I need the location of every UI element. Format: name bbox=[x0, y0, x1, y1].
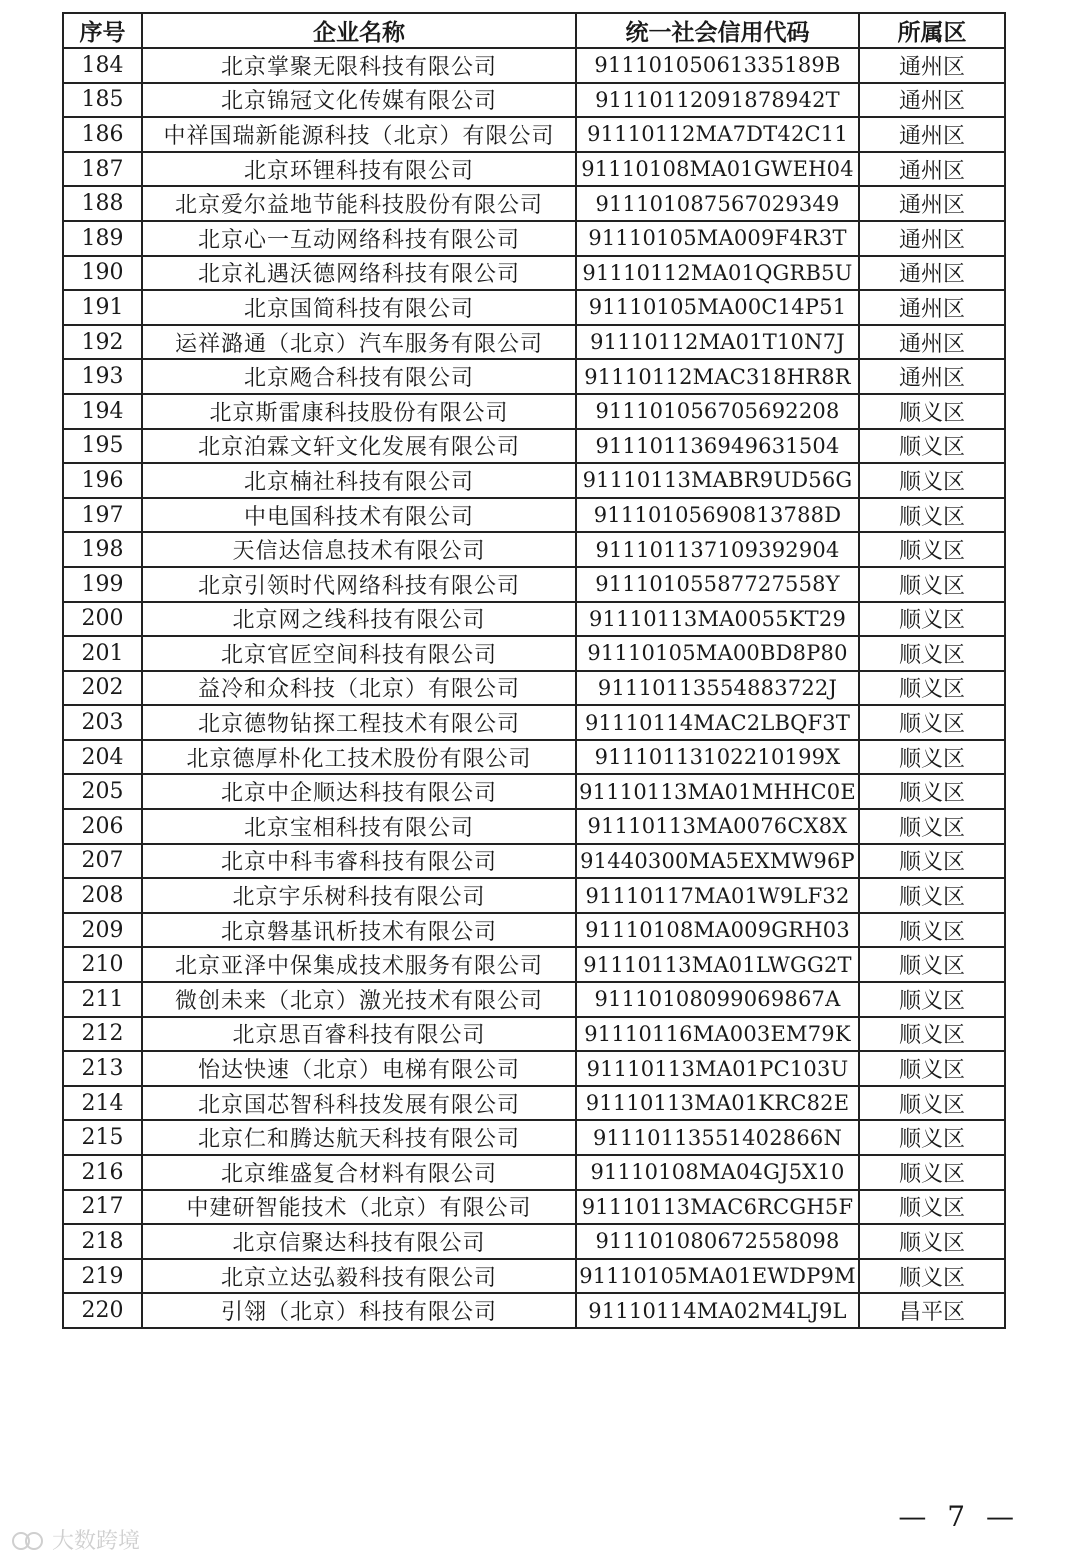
cell-district: 顺义区 bbox=[859, 809, 1005, 844]
cell-company-name: 北京仁和腾达航天科技有限公司 bbox=[142, 1120, 576, 1155]
cell-credit-code: 91110105061335189B bbox=[576, 48, 859, 83]
table-row bbox=[63, 498, 1005, 533]
cell-credit-code: 91110113102210199X bbox=[576, 740, 859, 775]
cell-district: 顺义区 bbox=[859, 1190, 1005, 1225]
cell-company-name: 中电国科技术有限公司 bbox=[142, 498, 576, 533]
cell-seq: 185 bbox=[63, 83, 142, 118]
cell-seq: 189 bbox=[63, 221, 142, 256]
cell-credit-code: 91110105MA00C14P51 bbox=[576, 290, 859, 325]
cell-credit-code: 91110113MA0055KT29 bbox=[576, 602, 859, 637]
cell-company-name: 北京楠社科技有限公司 bbox=[142, 463, 576, 498]
cell-company-name: 北京宇乐树科技有限公司 bbox=[142, 878, 576, 913]
header-credit-code: 统一社会信用代码 bbox=[576, 13, 859, 48]
table-row bbox=[63, 809, 1005, 844]
cell-credit-code: 91110113MA0076CX8X bbox=[576, 809, 859, 844]
cell-seq: 204 bbox=[63, 740, 142, 775]
cell-credit-code: 91110113MA01PC103U bbox=[576, 1051, 859, 1086]
cell-seq: 200 bbox=[63, 602, 142, 637]
cell-credit-code: 911101136949631504 bbox=[576, 429, 859, 464]
cell-district: 顺义区 bbox=[859, 982, 1005, 1017]
cell-district: 顺义区 bbox=[859, 1259, 1005, 1294]
cell-district: 顺义区 bbox=[859, 671, 1005, 706]
cell-seq: 209 bbox=[63, 913, 142, 948]
cell-district: 顺义区 bbox=[859, 1086, 1005, 1121]
cell-seq: 215 bbox=[63, 1120, 142, 1155]
cell-company-name: 北京飏合科技有限公司 bbox=[142, 359, 576, 394]
cell-credit-code: 911101087567029349 bbox=[576, 186, 859, 221]
table-row bbox=[63, 1293, 1005, 1328]
table-row bbox=[63, 740, 1005, 775]
header-seq: 序号 bbox=[63, 13, 142, 48]
cell-seq: 201 bbox=[63, 636, 142, 671]
cell-seq: 198 bbox=[63, 532, 142, 567]
cell-company-name: 微创未来（北京）激光技术有限公司 bbox=[142, 982, 576, 1017]
cell-credit-code: 91110112MA01T10N7J bbox=[576, 325, 859, 360]
cell-seq: 218 bbox=[63, 1224, 142, 1259]
cell-credit-code: 91110112MA01QGRB5U bbox=[576, 256, 859, 291]
cell-district: 通州区 bbox=[859, 186, 1005, 221]
cell-credit-code: 91110112MA7DT42C11 bbox=[576, 117, 859, 152]
table-row bbox=[63, 602, 1005, 637]
cell-district: 通州区 bbox=[859, 256, 1005, 291]
table-row bbox=[63, 913, 1005, 948]
cell-company-name: 北京掌聚无限科技有限公司 bbox=[142, 48, 576, 83]
cell-district: 通州区 bbox=[859, 48, 1005, 83]
table-row bbox=[63, 83, 1005, 118]
table-row bbox=[63, 1051, 1005, 1086]
cell-company-name: 北京宝相科技有限公司 bbox=[142, 809, 576, 844]
cell-company-name: 北京德厚朴化工技术股份有限公司 bbox=[142, 740, 576, 775]
table-row bbox=[63, 463, 1005, 498]
cell-district: 顺义区 bbox=[859, 740, 1005, 775]
header-company-name: 企业名称 bbox=[142, 13, 576, 48]
cell-credit-code: 91110108099069867A bbox=[576, 982, 859, 1017]
table-row bbox=[63, 117, 1005, 152]
cell-district: 通州区 bbox=[859, 152, 1005, 187]
cell-company-name: 北京心一互动网络科技有限公司 bbox=[142, 221, 576, 256]
cell-company-name: 北京中科韦睿科技有限公司 bbox=[142, 844, 576, 879]
table-row bbox=[63, 878, 1005, 913]
cell-credit-code: 91110117MA01W9LF32 bbox=[576, 878, 859, 913]
cell-district: 通州区 bbox=[859, 359, 1005, 394]
cell-district: 顺义区 bbox=[859, 878, 1005, 913]
company-list-sheet bbox=[62, 12, 1006, 1329]
cell-company-name: 中建研智能技术（北京）有限公司 bbox=[142, 1190, 576, 1225]
cell-company-name: 北京网之线科技有限公司 bbox=[142, 602, 576, 637]
cell-credit-code: 91110116MA003EM79K bbox=[576, 1017, 859, 1052]
cell-seq: 213 bbox=[63, 1051, 142, 1086]
table-row bbox=[63, 636, 1005, 671]
cell-credit-code: 91110113MA01LWGG2T bbox=[576, 947, 859, 982]
cell-district: 顺义区 bbox=[859, 1224, 1005, 1259]
table-row bbox=[63, 429, 1005, 464]
cell-district: 顺义区 bbox=[859, 844, 1005, 879]
cell-seq: 187 bbox=[63, 152, 142, 187]
cell-seq: 199 bbox=[63, 567, 142, 602]
cell-company-name: 中祥国瑞新能源科技（北京）有限公司 bbox=[142, 117, 576, 152]
cell-district: 通州区 bbox=[859, 325, 1005, 360]
cell-seq: 188 bbox=[63, 186, 142, 221]
table-row bbox=[63, 1190, 1005, 1225]
table-row bbox=[63, 532, 1005, 567]
table-row bbox=[63, 1086, 1005, 1121]
cell-company-name: 北京思百睿科技有限公司 bbox=[142, 1017, 576, 1052]
cell-district: 顺义区 bbox=[859, 394, 1005, 429]
cell-seq: 211 bbox=[63, 982, 142, 1017]
cell-company-name: 北京信聚达科技有限公司 bbox=[142, 1224, 576, 1259]
cell-seq: 214 bbox=[63, 1086, 142, 1121]
cell-credit-code: 91110108MA009GRH03 bbox=[576, 913, 859, 948]
cell-seq: 217 bbox=[63, 1190, 142, 1225]
cell-seq: 203 bbox=[63, 705, 142, 740]
cell-district: 通州区 bbox=[859, 221, 1005, 256]
watermark-text: 大数跨境 bbox=[52, 1529, 141, 1554]
cell-company-name: 北京泊霖文轩文化发展有限公司 bbox=[142, 429, 576, 464]
cell-district: 顺义区 bbox=[859, 602, 1005, 637]
cell-credit-code: 91110113551402866N bbox=[576, 1120, 859, 1155]
table-body bbox=[63, 48, 1005, 1328]
table-row bbox=[63, 1155, 1005, 1190]
cell-company-name: 北京中企顺达科技有限公司 bbox=[142, 774, 576, 809]
cell-credit-code: 911101137109392904 bbox=[576, 532, 859, 567]
infinity-logo-icon bbox=[12, 1529, 46, 1551]
cell-company-name: 北京亚泽中保集成技术服务有限公司 bbox=[142, 947, 576, 982]
table-row bbox=[63, 774, 1005, 809]
company-table bbox=[62, 12, 1006, 1329]
cell-company-name: 运祥潞通（北京）汽车服务有限公司 bbox=[142, 325, 576, 360]
cell-credit-code: 91440300MA5EXMW96P bbox=[576, 844, 859, 879]
cell-credit-code: 91110108MA04GJ5X10 bbox=[576, 1155, 859, 1190]
cell-company-name: 北京维盛复合材料有限公司 bbox=[142, 1155, 576, 1190]
cell-district: 顺义区 bbox=[859, 705, 1005, 740]
cell-credit-code: 91110112MAC318HR8R bbox=[576, 359, 859, 394]
table-row bbox=[63, 982, 1005, 1017]
cell-seq: 186 bbox=[63, 117, 142, 152]
cell-credit-code: 911101080672558098 bbox=[576, 1224, 859, 1259]
cell-seq: 191 bbox=[63, 290, 142, 325]
cell-company-name: 北京磐基讯析技术有限公司 bbox=[142, 913, 576, 948]
cell-seq: 194 bbox=[63, 394, 142, 429]
cell-company-name: 北京德物钻探工程技术有限公司 bbox=[142, 705, 576, 740]
cell-seq: 193 bbox=[63, 359, 142, 394]
table-row bbox=[63, 567, 1005, 602]
cell-district: 顺义区 bbox=[859, 567, 1005, 602]
cell-seq: 195 bbox=[63, 429, 142, 464]
cell-district: 通州区 bbox=[859, 83, 1005, 118]
cell-district: 昌平区 bbox=[859, 1293, 1005, 1328]
cell-district: 顺义区 bbox=[859, 1017, 1005, 1052]
table-row bbox=[63, 325, 1005, 360]
cell-district: 顺义区 bbox=[859, 947, 1005, 982]
cell-credit-code: 91110114MA02M4LJ9L bbox=[576, 1293, 859, 1328]
cell-credit-code: 91110105690813788D bbox=[576, 498, 859, 533]
cell-credit-code: 91110108MA01GWEH04 bbox=[576, 152, 859, 187]
cell-credit-code: 911101056705692208 bbox=[576, 394, 859, 429]
cell-district: 顺义区 bbox=[859, 1051, 1005, 1086]
cell-district: 顺义区 bbox=[859, 532, 1005, 567]
cell-company-name: 天信达信息技术有限公司 bbox=[142, 532, 576, 567]
cell-credit-code: 91110105587727558Y bbox=[576, 567, 859, 602]
table-row bbox=[63, 1259, 1005, 1294]
cell-seq: 205 bbox=[63, 774, 142, 809]
cell-district: 通州区 bbox=[859, 290, 1005, 325]
cell-district: 顺义区 bbox=[859, 636, 1005, 671]
cell-seq: 219 bbox=[63, 1259, 142, 1294]
cell-credit-code: 91110113MA01MHHC0E bbox=[576, 774, 859, 809]
cell-district: 顺义区 bbox=[859, 463, 1005, 498]
cell-district: 顺义区 bbox=[859, 1155, 1005, 1190]
cell-company-name: 引翎（北京）科技有限公司 bbox=[142, 1293, 576, 1328]
table-row bbox=[63, 947, 1005, 982]
cell-company-name: 北京斯雷康科技股份有限公司 bbox=[142, 394, 576, 429]
cell-seq: 206 bbox=[63, 809, 142, 844]
cell-seq: 216 bbox=[63, 1155, 142, 1190]
header-district: 所属区 bbox=[859, 13, 1005, 48]
cell-company-name: 北京引领时代网络科技有限公司 bbox=[142, 567, 576, 602]
cell-company-name: 北京官匠空间科技有限公司 bbox=[142, 636, 576, 671]
table-row bbox=[63, 290, 1005, 325]
cell-company-name: 北京立达弘毅科技有限公司 bbox=[142, 1259, 576, 1294]
cell-credit-code: 91110113MABR9UD56G bbox=[576, 463, 859, 498]
table-row bbox=[63, 394, 1005, 429]
cell-seq: 207 bbox=[63, 844, 142, 879]
cell-seq: 190 bbox=[63, 256, 142, 291]
cell-credit-code: 91110113MAC6RCGH5F bbox=[576, 1190, 859, 1225]
cell-district: 顺义区 bbox=[859, 1120, 1005, 1155]
cell-credit-code: 91110105MA009F4R3T bbox=[576, 221, 859, 256]
table-row bbox=[63, 186, 1005, 221]
cell-seq: 208 bbox=[63, 878, 142, 913]
cell-credit-code: 91110113MA01KRC82E bbox=[576, 1086, 859, 1121]
cell-seq: 202 bbox=[63, 671, 142, 706]
cell-company-name: 北京礼遇沃德网络科技有限公司 bbox=[142, 256, 576, 291]
cell-district: 通州区 bbox=[859, 117, 1005, 152]
cell-seq: 220 bbox=[63, 1293, 142, 1328]
table-row bbox=[63, 152, 1005, 187]
table-row bbox=[63, 705, 1005, 740]
cell-seq: 210 bbox=[63, 947, 142, 982]
cell-district: 顺义区 bbox=[859, 498, 1005, 533]
page-number: — 7 — bbox=[898, 1500, 1020, 1533]
cell-seq: 196 bbox=[63, 463, 142, 498]
cell-district: 顺义区 bbox=[859, 774, 1005, 809]
cell-company-name: 北京爱尔益地节能科技股份有限公司 bbox=[142, 186, 576, 221]
cell-seq: 192 bbox=[63, 325, 142, 360]
cell-credit-code: 91110113554883722J bbox=[576, 671, 859, 706]
table-row bbox=[63, 48, 1005, 83]
cell-seq: 197 bbox=[63, 498, 142, 533]
cell-company-name: 益冷和众科技（北京）有限公司 bbox=[142, 671, 576, 706]
table-row bbox=[63, 359, 1005, 394]
table-row bbox=[63, 1017, 1005, 1052]
cell-credit-code: 91110114MAC2LBQF3T bbox=[576, 705, 859, 740]
table-row bbox=[63, 1224, 1005, 1259]
cell-company-name: 北京国简科技有限公司 bbox=[142, 290, 576, 325]
cell-credit-code: 91110112091878942T bbox=[576, 83, 859, 118]
cell-company-name: 北京国芯智科科技发展有限公司 bbox=[142, 1086, 576, 1121]
cell-credit-code: 91110105MA01EWDP9M bbox=[576, 1259, 859, 1294]
cell-district: 顺义区 bbox=[859, 913, 1005, 948]
table-header-row bbox=[63, 13, 1005, 48]
table-row bbox=[63, 671, 1005, 706]
table-row bbox=[63, 1120, 1005, 1155]
cell-company-name: 北京锦冠文化传媒有限公司 bbox=[142, 83, 576, 118]
table-row bbox=[63, 844, 1005, 879]
table-row bbox=[63, 256, 1005, 291]
cell-seq: 212 bbox=[63, 1017, 142, 1052]
cell-company-name: 北京环锂科技有限公司 bbox=[142, 152, 576, 187]
cell-credit-code: 91110105MA00BD8P80 bbox=[576, 636, 859, 671]
cell-company-name: 怡达快速（北京）电梯有限公司 bbox=[142, 1051, 576, 1086]
table-row bbox=[63, 221, 1005, 256]
watermark bbox=[12, 1524, 140, 1555]
cell-district: 顺义区 bbox=[859, 429, 1005, 464]
cell-seq: 184 bbox=[63, 48, 142, 83]
